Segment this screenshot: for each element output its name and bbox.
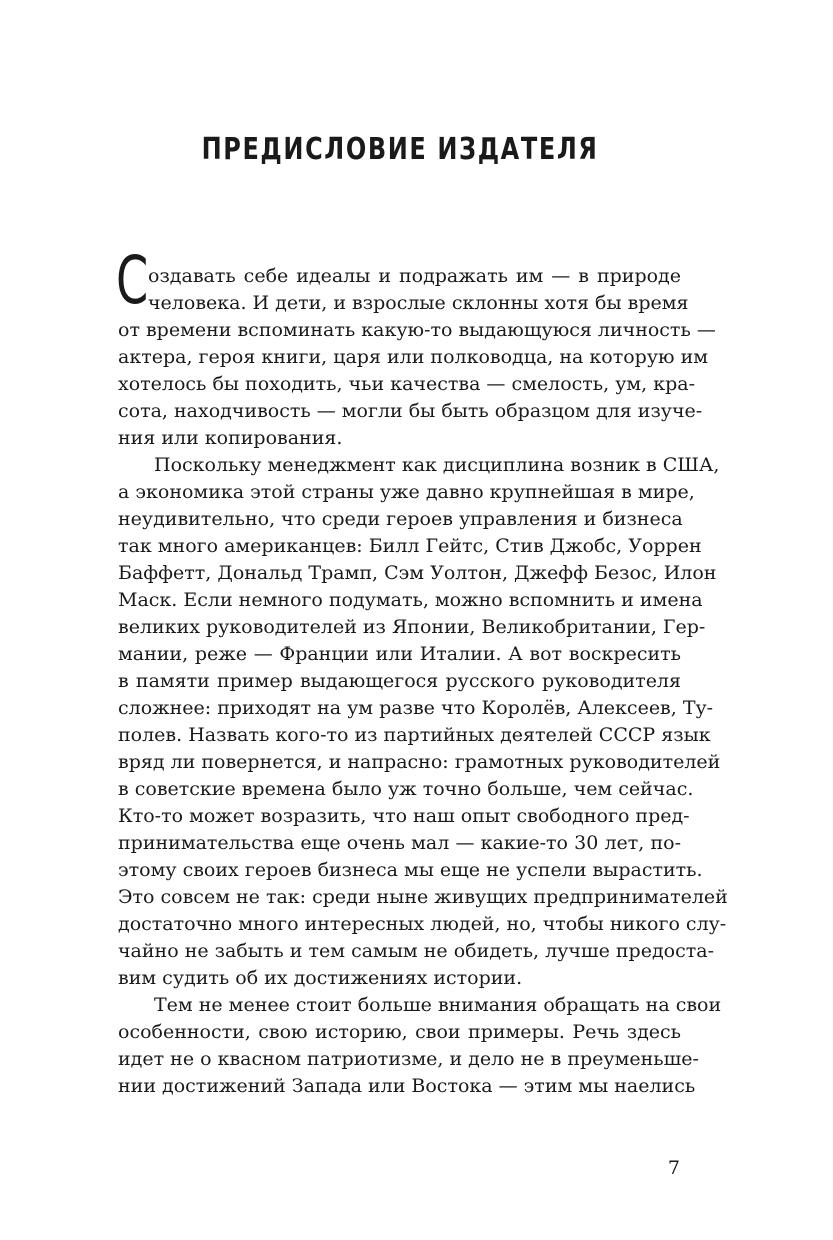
page-title: ПРЕДИСЛОВИЕ ИЗДАТЕЛЯ xyxy=(201,132,599,167)
text-line: вряд ли повернется, и напрасно: грамотных руководителей xyxy=(118,751,721,773)
text-line: полев. Назвать кого-то из партийных деятелей СССР язык xyxy=(118,724,711,746)
text-line: неудивительно, что среди героев управления и бизнеса xyxy=(118,508,683,530)
text-line: а экономика этой страны уже давно крупнейшая в мире, xyxy=(118,481,695,503)
text-line: великих руководителей из Японии, Великобритании, Гер- xyxy=(118,616,706,638)
text-line: этому своих героев бизнеса мы еще не успели вырастить. xyxy=(118,859,703,881)
text-line: принимательства еще очень мал — какие-то 30 лет, по- xyxy=(118,832,681,854)
text-line: сота, находчивость — могли бы быть образцом для изуче- xyxy=(118,400,703,422)
text-line: достаточно много интересных людей, но, чтобы никого слу- xyxy=(118,913,727,935)
text-line: в советские времена было уж точно больше, чем сейчас. xyxy=(118,778,694,800)
text-line: Кто-то может возразить, что наш опыт свободного пред- xyxy=(118,805,690,827)
text-line: оздавать себе идеалы и подражать им — в природе xyxy=(148,265,681,287)
text-line: ния или копирования. xyxy=(118,427,343,449)
text-line: Это совсем не так: среди ныне живущих предпринимателей xyxy=(118,886,728,908)
text-line: Баффетт, Дональд Трамп, Сэм Уолтон, Джефф Безос, Илон xyxy=(118,562,717,584)
body-text xyxy=(118,263,728,1100)
text-line: Маск. Если немного подумать, можно вспомнить и имена xyxy=(118,589,703,611)
text-line: Тем не менее стоит больше внимания обращать на свои xyxy=(154,994,722,1016)
text-line: человека. И дети, и взрослые склонны хотя бы время xyxy=(148,292,689,314)
page-number: 7 xyxy=(667,1157,680,1179)
drop-cap-letter: С xyxy=(116,242,149,319)
text-line: мании, реже — Франции или Италии. А вот воскресить xyxy=(118,643,681,665)
text-line: идет не о квасном патриотизме, и дело не в преуменьше- xyxy=(118,1048,699,1070)
text-line: актера, героя книги, царя или полководца, на которую им xyxy=(118,346,709,368)
text-line: так много американцев: Билл Гейтс, Стив Джобс, Уоррен xyxy=(118,535,702,557)
text-line: особенности, свою историю, свои примеры. Речь здесь xyxy=(118,1021,681,1043)
text-line: в памяти пример выдающегося русского руководителя xyxy=(118,670,681,692)
text-line: от времени вспоминать какую-то выдающуюся личность — xyxy=(118,319,716,341)
text-line: сложнее: приходят на ум разве что Королёв, Алексеев, Ту- xyxy=(118,697,714,719)
text-line: вим судить об их достижениях истории. xyxy=(118,967,523,989)
text-line: Поскольку менеджмент как дисциплина возник в США, xyxy=(154,454,720,476)
text-line: нии достижений Запада или Востока — этим мы наелись xyxy=(118,1075,696,1097)
text-line: хотелось бы походить, чьи качества — смелость, ум, кра- xyxy=(118,373,696,395)
text-line: чайно не забыть и тем самым не обидеть, лучше предоста- xyxy=(118,940,714,962)
